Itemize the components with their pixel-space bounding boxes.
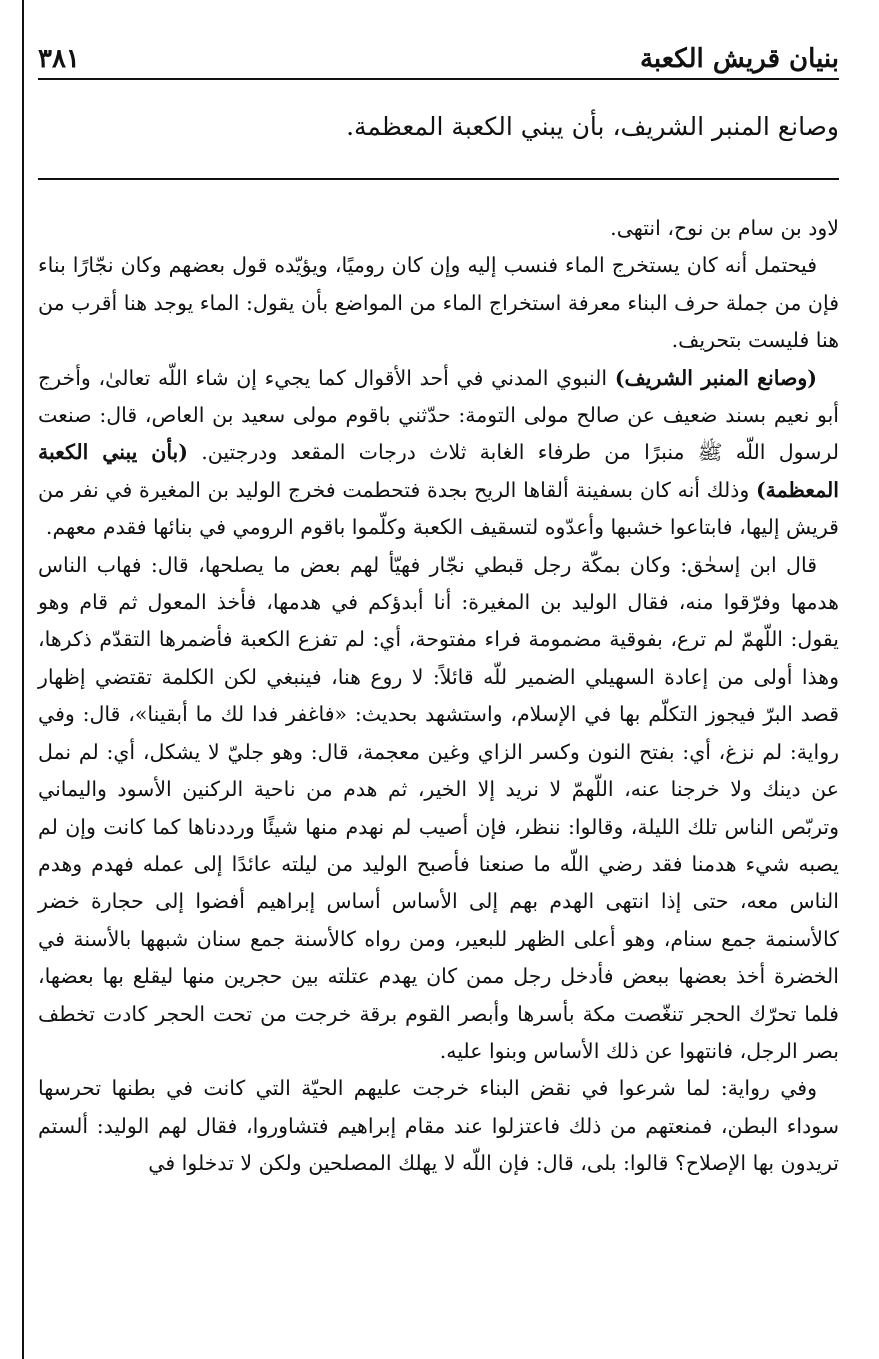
commentary-text: النبوي المدني في أحد الأقوال كما يجيء إن شاء اللّه تعالىٰ، وأخرج أبو نعيم بسند ضعيف عن صالح مولى التومة: حدّثني باقوم مولى سعيد بن العاص، قال: صنعت لرسول اللّه ﷺ منبرًا من طرفاء الغابة ثلاث درجات المقعد ودرجتين. — [38, 365, 839, 465]
commentary-text: وذلك أنه كان بسفينة ألقاها الريح بجدة فتحطمت فخرج الوليد بن المغيرة في نفر من قريش إليها، فابتاعوا خشبها وأعدّوه لتسقيف الكعبة وكلّموا باقوم الرومي في بنائها فقدم معهم. — [38, 477, 839, 540]
commentary — [38, 210, 839, 1183]
commentary-paragraph-2: فيحتمل أنه كان يستخرج الماء فنسب إليه وإن كان روميًا، ويؤيّده قول بعضهم وكان نجّارًا بناء فإن من جملة حرف البناء معرفة استخراج الماء من المواضع بأن يقول: الماء يوجد هنا أقرب من هنا فليست بتحريف. — [38, 253, 839, 353]
commentary-paragraph-4: قال ابن إسحٰق: وكان بمكّة رجل قبطي نجّار فهيّأ لهم بعض ما يصلحها، قال: فهاب الناس هدمها وفرّقوا منه، فقال الوليد بن المغيرة: أنا أبدؤكم في هدمها، فأخذ المعول ثم قام وهو يقول: اللّهمّ لم ترع، بفوقية مضمومة فراء مفتوحة، أي: لم تفزع الكعبة فأضمرها التقدّم ذكرها، وهذا أولى من إعادة السهيلي الضمير للّه قائلاً: لا روع هنا، فينبغي لكن الكلمة تقتضي إظهار قصد البرّ فيجوز التكلّم بها في الإسلام، واستشهد بحديث: «فاغفر فدا لك ما أبقينا»، قال: وفي رواية: لم نزغ، أي: بفتح النون وكسر الزاي وغين معجمة، قال: وهو جليّ لا يشكل، أي: لم نمل عن دينك ولا خرجنا عنه، اللّهمّ لا نريد إلا الخير، ثم هدم من ناحية الركنين الأسود واليماني وتربّص الناس تلك الليلة، وقالوا: ننظر، فإن أصيب لم نهدم منها شيئًا ورددناها كما كانت وإن لم يصبه شيء هدمنا فقد رضي اللّه ما صنعنا فأصبح الوليد من ليلته عائدًا إلى عمله فهدم وهدم الناس معه، حتى إذا انتهى الهدم بهم إلى الأساس أساس إبراهيم أفضوا إلى حجارة خضر كالأسنمة جمع سنام، وهو أعلى الظهر للبعير، ومن رواه كالأسنة جمع سنان شبهها بالأسنة في الخضرة أخذ بعضها ببعض فأدخل رجل ممن كان يهدم عتلته بين حجرين منها ليقلع بها بعضها، فلما تحرّك الحجر تنغّصت مكة بأسرها وأبصر القوم برقة خرجت من تحت الحجر كادت تخطف بصر الرجل، فانتهوا عن ذلك الأساس وبنوا عليه. — [38, 552, 839, 1063]
commentary-paragraph-3 — [38, 360, 839, 547]
page-number: ٣٨١ — [38, 44, 80, 74]
main-text: وصانع المنبر الشريف، بأن يبني الكعبة المعظمة. — [346, 112, 839, 141]
text-separator — [38, 178, 839, 180]
lemma-minbar: (وصانع المنبر الشريف) — [614, 365, 817, 390]
commentary-paragraph-1: لاود بن سام بن نوح، انتهى. — [610, 216, 839, 240]
page-header — [38, 28, 839, 80]
commentary-paragraph-5: وفي رواية: لما شرعوا في نقض البناء خرجت عليهم الحيّة التي كانت في بطنها تحرسها سوداء البطن، فمنعتهم من ذلك فاعتزلوا عند مقام إبراهيم فتشاوروا، فقال لهم الوليد: ألستم تريدون بها الإصلاح؟ قالوا: بلى، قال: فإن اللّه لا يهلك المصلحين ولكن لا تدخلوا في — [38, 1076, 839, 1176]
lemma-kaaba: (بأن يبني الكعبة المعظمة) — [38, 440, 839, 502]
page-edge-rule — [22, 0, 24, 1359]
running-title: بنيان قريش الكعبة — [639, 44, 839, 74]
